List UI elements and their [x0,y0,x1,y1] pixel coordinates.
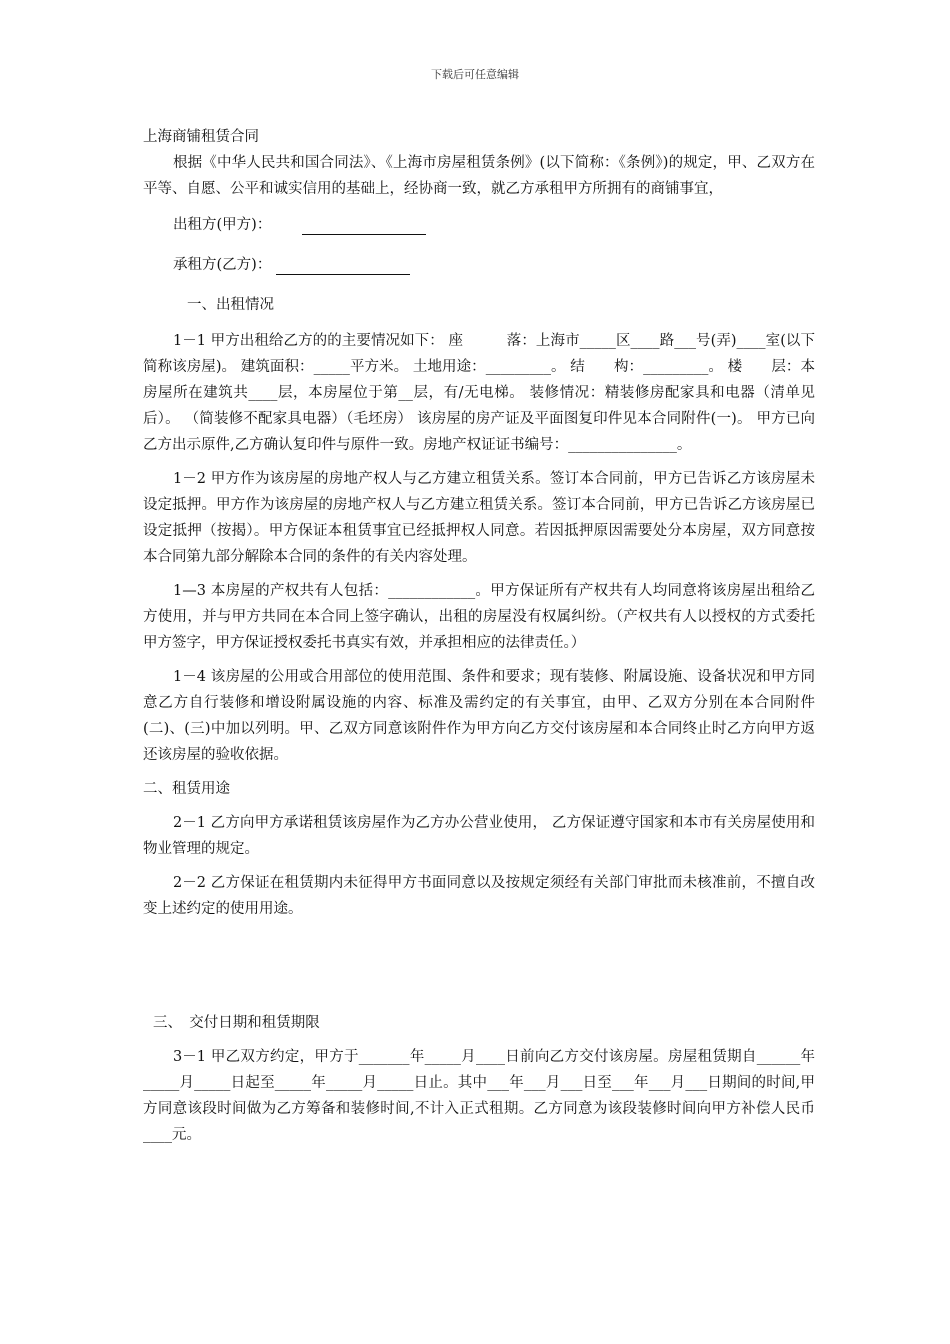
lessee-blank [276,256,410,275]
section3-heading: 三、 交付日期和租赁期限 [153,1015,320,1031]
clause-2-1: 2－1 乙方向甲方承诺租赁该房屋作为乙方办公营业使用， 乙方保证遵守国家和本市有关房屋使用和物业管理的规定。 [143,815,815,857]
lessor-label: 出租方(甲方)： [173,217,272,233]
lessor-line [173,212,815,238]
section2-heading: 二、租赁用途 [143,781,230,797]
section1-heading: 一、出租情况 [187,297,274,313]
lessor-blank [302,216,426,235]
lessee-line [173,252,815,278]
clause-2-2: 2－2 乙方保证在租赁期内未征得甲方书面同意以及按规定须经有关部门审批而未核准前，不擅自改变上述约定的使用用途。 [143,875,815,917]
contract-document [143,124,815,1156]
document-title: 上海商铺租赁合同 [143,129,259,145]
clause-1-2: 1－2 甲方作为该房屋的房地产权人与乙方建立租赁关系。签订本合同前，甲方已告诉乙方该房屋未设定抵押。甲方作为该房屋的房地产权人与乙方建立租赁关系。签订本合同前，甲方已告诉乙方该房屋已设定抵押（按揭）。甲方保证本租赁事宜已经抵押权人同意。若因抵押原因需要处分本房屋，双方同意按本合同第九部分解除本合同的条件的有关内容处理。 [143,471,815,565]
clause-3-1: 3－1 甲乙双方约定，甲方于_______年_____月____日前向乙方交付该房屋。房屋租赁期自______年_____月_____日起至_____年_____月_____日止。其中___年___月___日至___年___月___日期间的时间,甲方同意该段时间做为乙方筹备和装修时间,不计入正式租期。乙方同意为该段装修时间向甲方补偿人民币____元。 [143,1049,815,1143]
page-header: 下载后可任意编辑 [431,68,519,81]
lessee-label: 承租方(乙方)： [173,257,272,273]
clause-1-3: 1—3 本房屋的产权共有人包括：____________。甲方保证所有产权共有人均同意将该房屋出租给乙方使用，并与甲方共同在本合同上签字确认，出租的房屋没有权属纠纷。（产权共有人以授权的方式委托甲方签字，甲方保证授权委托书真实有效，并承担相应的法律责任。） [143,583,815,651]
clause-1-1: 1－1 甲方出租给乙方的的主要情况如下： 座 落：上海市_____区____路___号(弄)____室(以下简称该房屋)。 建筑面积：_____平方米。 土地用途：_________。 结 构：_________。 楼 层：本房屋所在建筑共____层，本房屋位于第__层，有/无电梯。 装修情况：精装修房配家具和电器（清单见后）。 （简装修不配家具电器）（毛坯房） 该房屋的房产证及平面图复印件见本合同附件(一)。 甲方已向乙方出示原件,乙方确认复印件与原件一致。房地产权证证书编号：_______________。 [143,333,815,453]
clause-1-4: 1－4 该房屋的公用或合用部位的使用范围、条件和要求；现有装修、附属设施、设备状况和甲方同意乙方自行装修和增设附属设施的内容、标准及需约定的有关事宜，由甲、乙双方分别在本合同附件(二)、(三)中加以列明。甲、乙双方同意该附件作为甲方向乙方交付该房屋和本合同终止时乙方向甲方返还该房屋的验收依据。 [143,669,815,763]
intro-paragraph: 根据《中华人民共和国合同法》、《上海市房屋租赁条例》(以下简称：《条例》)的规定，甲、乙双方在平等、自愿、公平和诚实信用的基础上，经协商一致，就乙方承租甲方所拥有的商铺事宜， [143,155,815,197]
